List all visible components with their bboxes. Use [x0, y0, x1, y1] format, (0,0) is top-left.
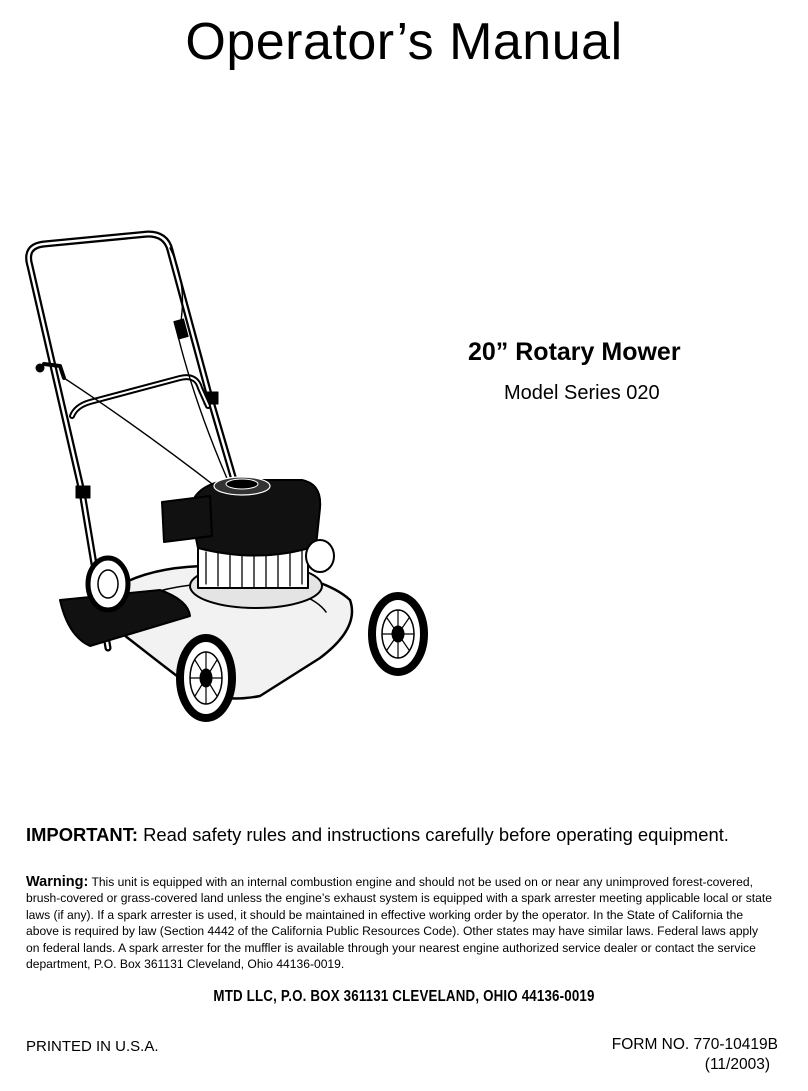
warning-paragraph [26, 874, 774, 972]
product-title: 20” Rotary Mower [468, 338, 681, 366]
lawn-mower-illustration [20, 228, 440, 733]
form-date: (11/2003) [704, 1056, 770, 1073]
manual-title: Operator’s Manual [185, 13, 623, 71]
form-number: FORM NO. 770-10419B [611, 1036, 778, 1053]
important-notice [26, 824, 786, 846]
model-series: Model Series 020 [504, 382, 660, 404]
important-label: IMPORTANT: [26, 824, 139, 845]
warning-label: Warning: [26, 874, 89, 890]
printed-in: PRINTED IN U.S.A. [26, 1038, 159, 1055]
important-text: Read safety rules and instructions carefully before operating equipment. [138, 824, 729, 845]
company-address: MTD LLC, P.O. BOX 361131 CLEVELAND, OHIO 44136-0019 [213, 988, 595, 1005]
warning-text: This unit is equipped with an internal combustion engine and should not be used on or near any unimproved forest-covered, brush-covered or grass-covered land unless the engine’s exhaust system is equipped with a spark arrester meeting applicable local or state laws (if any). If a spark arrester is used, it should be maintained in effective working order by the operator. In the State of California the above is required by law (Section 4442 of the California Public Resources Code). Other states may have similar laws. Federal laws apply on federal lands. A spark arrester for the muffler is available through your nearest engine authorized service dealer or contact the service department, P.O. Box 361131 Cleveland, Ohio 44136-0019. [26, 875, 772, 972]
